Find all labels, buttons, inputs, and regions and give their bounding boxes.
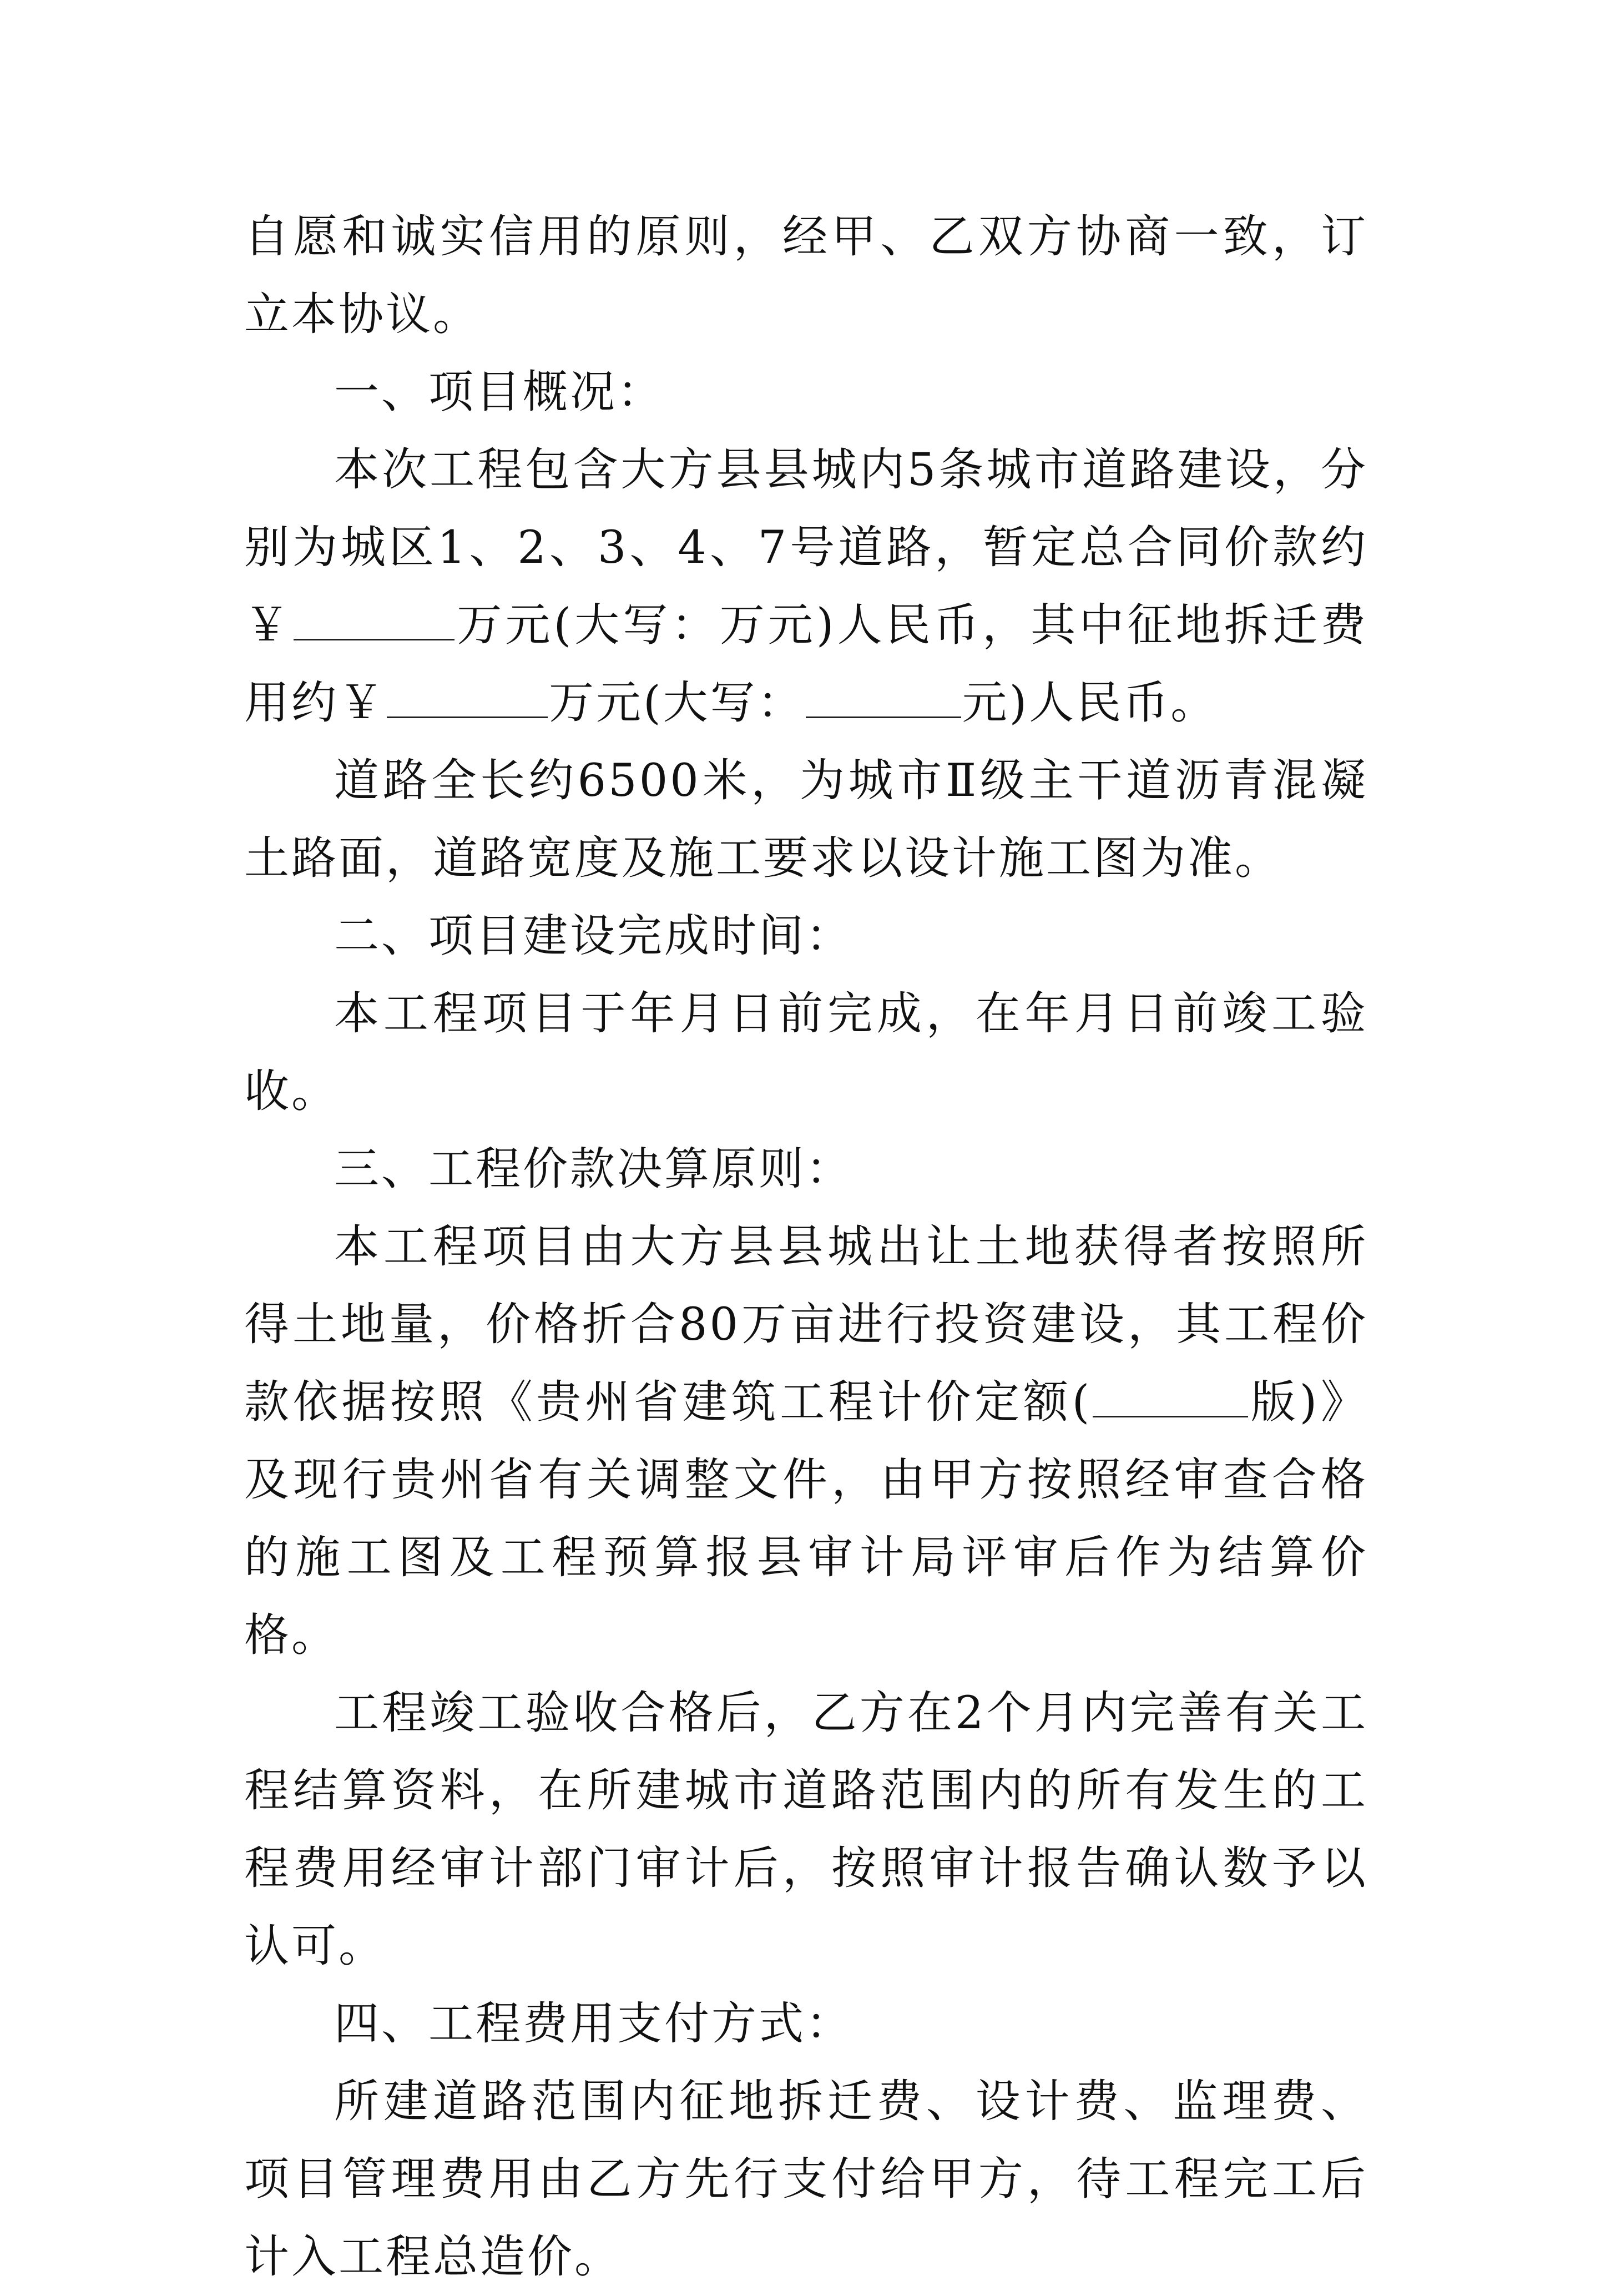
paragraph-text: 万元(大写：万元)人民币，其中征地拆迁费用约￥ xyxy=(244,599,1368,729)
paragraph-text: 自愿和诚实信用的原则，经甲、乙双方协商一致，订立本协议。 xyxy=(244,211,1368,341)
section-heading-payment-method xyxy=(244,1985,1368,2063)
section-heading-project-overview xyxy=(244,354,1368,431)
paragraph-intro-continuation xyxy=(244,198,1368,354)
heading-text: 二、项目建设完成时间： xyxy=(334,910,853,962)
paragraph-text: 版)》及现行贵州省有关调整文件，由甲方按照经审查合格的施工图及工程预算报县审计局评审后作为结算价格。 xyxy=(244,1376,1368,1662)
document-body xyxy=(244,198,1368,2296)
heading-text: 三、工程价款决算原则： xyxy=(334,1143,853,1195)
paragraph-completion-time xyxy=(244,975,1368,1131)
paragraph-text: 本工程项目于年月日前完成，在年月日前竣工验收。 xyxy=(244,988,1368,1118)
paragraph-text: 道路全长约6500米，为城市Ⅱ级主干道沥青混凝土路面，道路宽度及施工要求以设计施工图为准。 xyxy=(244,755,1368,885)
paragraph-text: 所建道路范围内征地拆迁费、设计费、监理费、项目管理费用由乙方先行支付给甲方，待工程完工后计入工程总造价。 xyxy=(244,2076,1368,2283)
paragraph-project-scope xyxy=(244,431,1368,742)
heading-text: 四、工程费用支付方式： xyxy=(334,1998,853,2050)
blank-total-price xyxy=(294,599,454,640)
paragraph-settlement-basis xyxy=(244,1208,1368,1674)
paragraph-text: 本次工程包含大方县县城内5条城市道路建设，分别为城区1、2、3、4、7号道路，暂定总合同价款约￥ xyxy=(244,444,1368,652)
paragraph-payment-method xyxy=(244,2063,1368,2296)
paragraph-text: 万元(大写： xyxy=(549,677,805,729)
section-heading-completion-time xyxy=(244,897,1368,975)
section-heading-settlement-principle xyxy=(244,1131,1368,1208)
paragraph-text: 本工程项目由大方县县城出让土地获得者按照所得土地量，价格折合80万亩进行投资建设，其工程价款依据按照《贵州省建筑工程计价定额( xyxy=(244,1221,1368,1429)
blank-demolition-fee-words xyxy=(806,677,961,718)
paragraph-text: 元)人民币。 xyxy=(962,677,1218,729)
paragraph-text: 工程竣工验收合格后，乙方在2个月内完善有关工程结算资料，在所建城市道路范围内的所有发生的工程费用经审计部门审计后，按照审计报告确认数予以认可。 xyxy=(244,1687,1368,1972)
blank-quota-edition xyxy=(1093,1376,1248,1417)
paragraph-road-length xyxy=(244,742,1368,897)
blank-demolition-fee xyxy=(387,677,548,718)
heading-text: 一、项目概况： xyxy=(334,366,665,418)
paragraph-settlement-audit xyxy=(244,1674,1368,1985)
